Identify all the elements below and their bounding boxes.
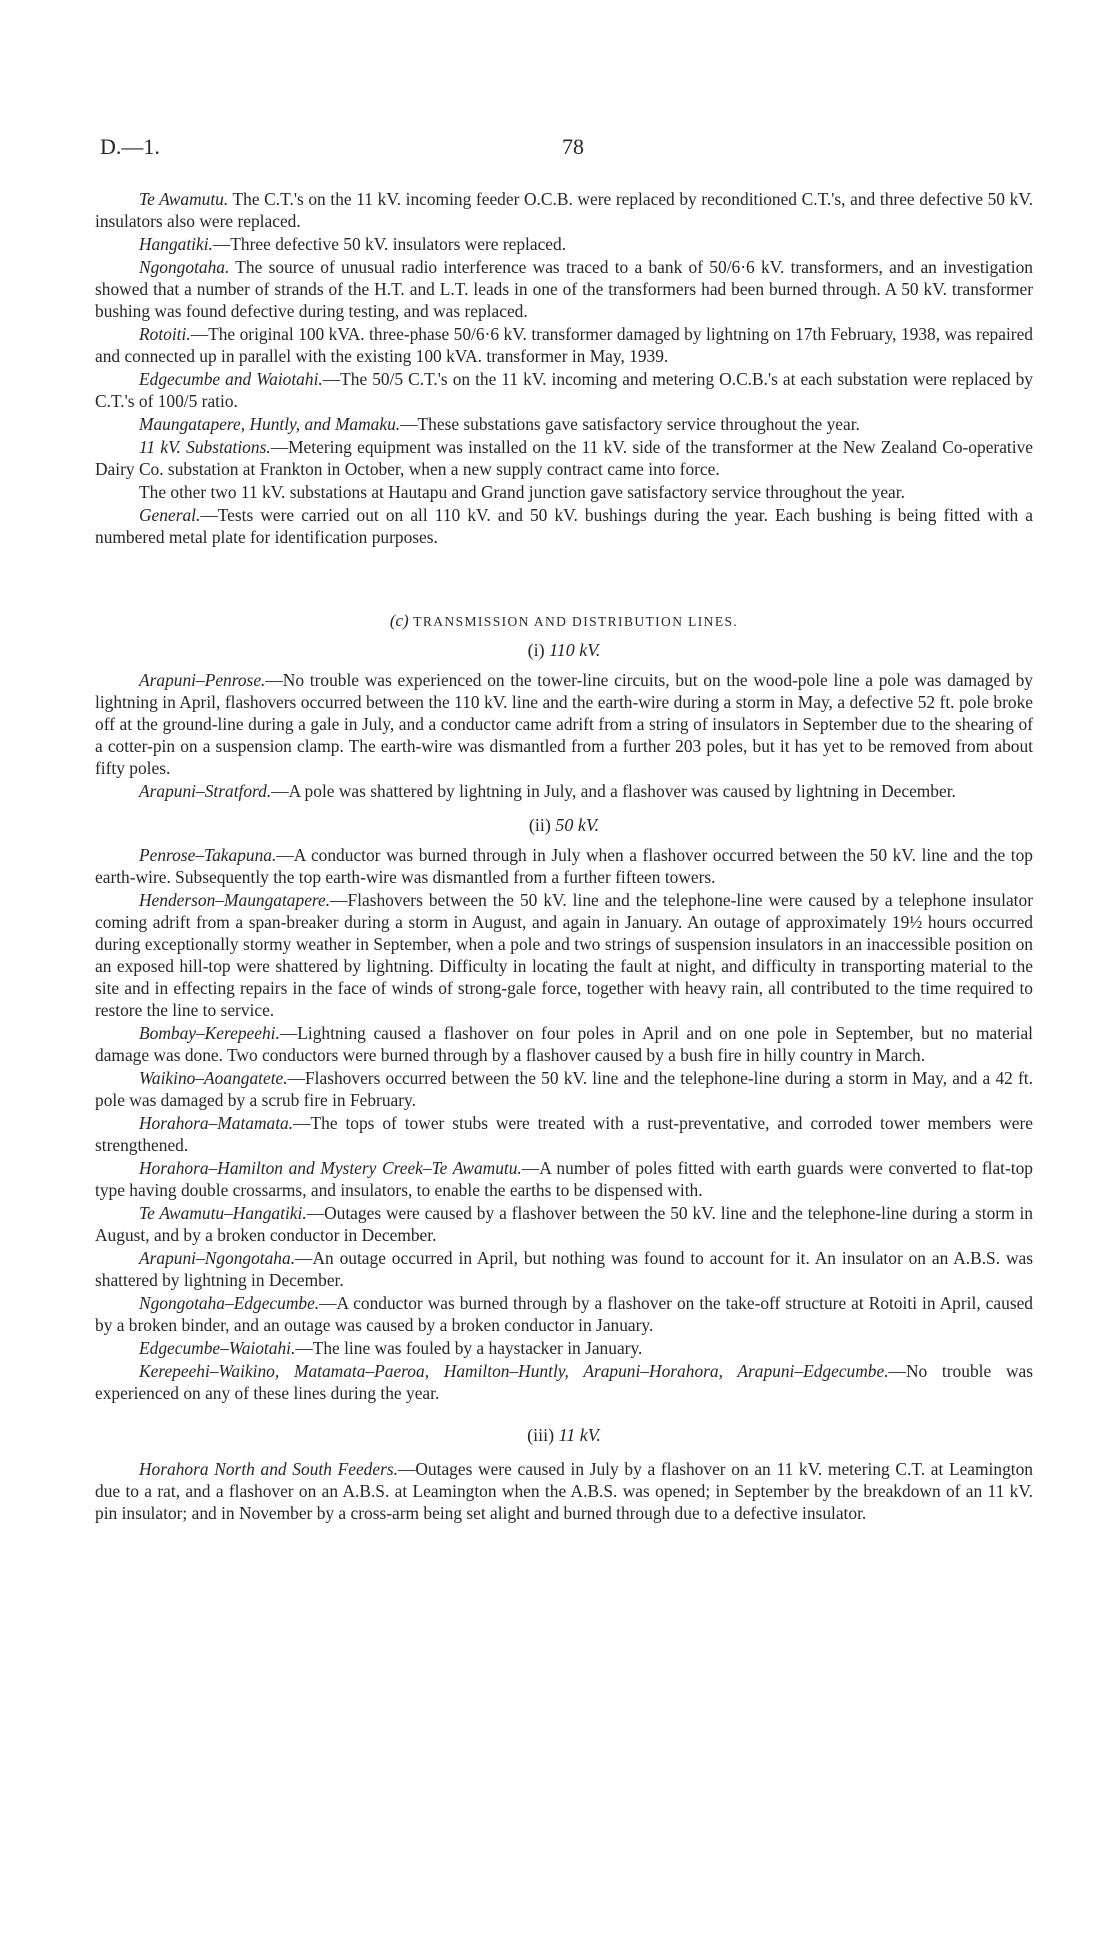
paragraph-heading: Horahora–Hamilton and Mystery Creek–Te Awamutu. xyxy=(139,1158,522,1178)
subsection-number: (ii) xyxy=(528,815,551,835)
paragraph-text: —Outages were caused by a flashover between the 50 kV. line and the telephone-line during a storm in August, and by a broken conductor in December. xyxy=(95,1203,1033,1245)
page-number: 78 xyxy=(562,134,584,159)
paragraph-text: —A conductor was burned through by a flashover on the take-off structure at Rotoiti in April, caused by a broken binder, and an outage was caused by a broken conductor in January. xyxy=(95,1293,1033,1335)
paragraph xyxy=(95,844,1033,888)
paragraph-heading: Henderson–Maungatapere. xyxy=(139,890,331,910)
section-label: (c) xyxy=(389,611,409,630)
paragraph-text: —No trouble was experienced on any of these lines during the year. xyxy=(95,1361,1033,1403)
paragraph-heading: Ngongotaha–Edgecumbe. xyxy=(139,1293,320,1313)
paragraph xyxy=(95,504,1033,548)
paragraph xyxy=(95,188,1033,232)
paragraph-text: —A conductor was burned through in July when a flashover occurred between the 50 kV. line and the top earth-wire. Subsequently the top earth-wire was dismantled from a further fifteen towers. xyxy=(95,845,1033,887)
subsection-label: 50 kV. xyxy=(555,815,600,835)
paragraph xyxy=(95,669,1033,779)
lines-50kv-block xyxy=(95,844,1033,1404)
page-header xyxy=(100,134,1060,164)
subsection-heading-110kv xyxy=(95,639,1033,661)
paragraph-heading: Waikino–Aoangatete. xyxy=(139,1068,288,1088)
paragraph-text: —Flashovers between the 50 kV. line and the telephone-line were caused by a telephone insulator coming adrift from a span-breaker during a storm in August, and again in January. An outage of approximately 19½ hours occurred during exceptionally stormy weather in September, when a pole and two strings of suspension insulators in an inaccessible position on an exposed hill-top were shattered by lightning. Difficulty in locating the fault at night, and difficulty in transporting material to the site and in effecting repairs in the face of winds of strong-gale force, together with heavy rain, all contributed to the time required to restore the line to service. xyxy=(95,890,1033,1020)
paragraph-text: —The 50/5 C.T.'s on the 11 kV. incoming and metering O.C.B.'s at each substation were replaced by C.T.'s of 100/5 ratio. xyxy=(95,369,1033,411)
paragraph-heading: 11 kV. Substations. xyxy=(139,437,271,457)
subsection-heading-50kv xyxy=(95,814,1033,836)
paragraph xyxy=(95,1360,1033,1404)
paragraph-heading: Arapuni–Penrose. xyxy=(139,670,266,690)
paragraph xyxy=(95,1067,1033,1111)
paragraph-heading: Te Awamutu. xyxy=(139,189,229,209)
paragraph-heading: Ngongotaha. xyxy=(139,257,230,277)
paragraph-text: —The tops of tower stubs were treated with a rust-preventative, and corroded tower members were strengthened. xyxy=(95,1113,1033,1155)
paragraph xyxy=(95,368,1033,412)
paragraph-text: The source of unusual radio interference was traced to a bank of 50/6·6 kV. transformers, and an investigation showed that a number of strands of the H.T. and L.T. leads in one of the transformers had been burned through. A 50 kV. transformer bushing was found defective during testing, and was replaced. xyxy=(95,257,1033,321)
paragraph-heading: Horahora North and South Feeders. xyxy=(139,1459,398,1479)
paragraph xyxy=(95,1022,1033,1066)
paragraph-heading: Bombay–Kerepeehi. xyxy=(139,1023,280,1043)
paragraph xyxy=(95,1247,1033,1291)
lines-110kv-block xyxy=(95,669,1033,802)
paragraph xyxy=(95,256,1033,322)
paragraph-text: —Lightning caused a flashover on four poles in April and on one pole in September, but no material damage was done. Two conductors were burned through by a flashover caused by a bush fire in hilly country in March. xyxy=(95,1023,1033,1065)
paragraph-text: —A number of poles fitted with earth guards were converted to flat-top type having double crossarms, and insulators, to enable the earths to be dispensed with. xyxy=(95,1158,1034,1200)
paragraph-text: —Metering equipment was installed on the 11 kV. side of the transformer at the New Zealand Co-operative Dairy Co. substation at Frankton in October, when a new supply contract came into force. xyxy=(95,437,1033,479)
paragraph-text: —Flashovers occurred between the 50 kV. line and the telephone-line during a storm in May, and a 42 ft. pole was damaged by a scrub fire in February. xyxy=(95,1068,1033,1110)
subsection-number: (i) xyxy=(527,640,545,660)
paragraph-heading: Arapuni–Stratford. xyxy=(139,781,272,801)
paragraph-heading: Edgecumbe–Waiotahi. xyxy=(139,1338,296,1358)
paragraph-heading: Hangatiki. xyxy=(139,234,213,254)
subsection-number: (iii) xyxy=(527,1425,555,1445)
paragraph-text: The C.T.'s on the 11 kV. incoming feeder O.C.B. were replaced by reconditioned C.T.'s, and three defective 50 kV. insulators also were replaced. xyxy=(95,189,1033,231)
paragraph-text: —Outages were caused in July by a flashover on an 11 kV. metering C.T. at Leamington due to a rat, and a flashover on an A.B.S. at Leamington when the A.B.S. was opened; in September by the breakdown of an 11 kV. pin insulator; and in November by a cross-arm being set alight and burned through due to a defective insulator. xyxy=(95,1459,1033,1523)
document-code: D.—1. xyxy=(100,134,160,159)
subsection-label: 110 kV. xyxy=(549,640,601,660)
paragraph xyxy=(95,1157,1033,1201)
paragraph-text: —An outage occurred in April, but nothing was found to account for it. An insulator on an A.B.S. was shattered by lightning in December. xyxy=(95,1248,1033,1290)
paragraph xyxy=(95,1202,1033,1246)
paragraph xyxy=(95,233,1033,255)
section-title-text: TRANSMISSION AND DISTRIBUTION LINES. xyxy=(413,614,739,629)
paragraph-text: —No trouble was experienced on the tower-line circuits, but on the wood-pole line a pole was damaged by lightning in April, flashovers occurred between the 110 kV. line and the earth-wire during a storm in May, a defective 52 ft. pole broke off at the ground-line during a gale in July, and a conductor came adrift from a string of insulators in September due to the shearing of a cotter-pin on a suspension clamp. The earth-wire was dismantled from a further 203 poles, but it has yet to be removed from about fifty poles. xyxy=(95,670,1033,778)
subsection-heading-11kv xyxy=(95,1424,1033,1446)
paragraph-text: —Three defective 50 kV. insulators were replaced. xyxy=(212,234,567,254)
paragraph-text: —A pole was shattered by lightning in July, and a flashover was caused by lightning in December. xyxy=(271,781,956,801)
paragraph xyxy=(95,780,1033,802)
paragraph-heading: Maungatapere, Huntly, and Mamaku. xyxy=(139,414,401,434)
paragraph-heading: General. xyxy=(139,505,201,525)
paragraph-text: —The original 100 kVA. three-phase 50/6·6 kV. transformer damaged by lightning on 17th February, 1938, was repaired and connected up in parallel with the existing 100 kVA. transformer in May, 1939. xyxy=(95,324,1033,366)
paragraph-heading: Penrose–Takapuna. xyxy=(139,845,277,865)
subsection-label: 11 kV. xyxy=(558,1425,601,1445)
paragraph xyxy=(95,1337,1033,1359)
paragraph-text: —Tests were carried out on all 110 kV. and 50 kV. bushings during the year. Each bushing is being fitted with a numbered metal plate for identification purposes. xyxy=(95,505,1033,547)
paragraph-heading: Arapuni–Ngongotaha. xyxy=(139,1248,296,1268)
paragraph xyxy=(95,889,1033,1021)
paragraph-heading: Kerepeehi–Waikino, Matamata–Paeroa, Hamilton–Huntly, Arapuni–Horahora, Arapuni–Edgecumbe. xyxy=(139,1361,889,1381)
paragraph xyxy=(95,413,1033,435)
section-title xyxy=(95,610,1033,633)
document-body xyxy=(95,188,1033,1524)
paragraph-heading: Edgecumbe and Waiotahi. xyxy=(139,369,323,389)
paragraph xyxy=(95,1458,1033,1524)
paragraph xyxy=(95,1112,1033,1156)
paragraph xyxy=(95,436,1033,480)
paragraph-text: —The line was fouled by a haystacker in January. xyxy=(295,1338,643,1358)
paragraph-text: —These substations gave satisfactory service throughout the year. xyxy=(400,414,860,434)
paragraph-heading: Horahora–Matamata. xyxy=(139,1113,294,1133)
lines-11kv-block xyxy=(95,1458,1033,1524)
substations-block xyxy=(95,188,1033,548)
paragraph xyxy=(95,1292,1033,1336)
paragraph xyxy=(95,481,1033,503)
paragraph-text: The other two 11 kV. substations at Hautapu and Grand junction gave satisfactory service throughout the year. xyxy=(139,482,905,502)
paragraph-heading: Rotoiti. xyxy=(139,324,191,344)
paragraph-heading: Te Awamutu–Hangatiki. xyxy=(139,1203,307,1223)
paragraph xyxy=(95,323,1033,367)
